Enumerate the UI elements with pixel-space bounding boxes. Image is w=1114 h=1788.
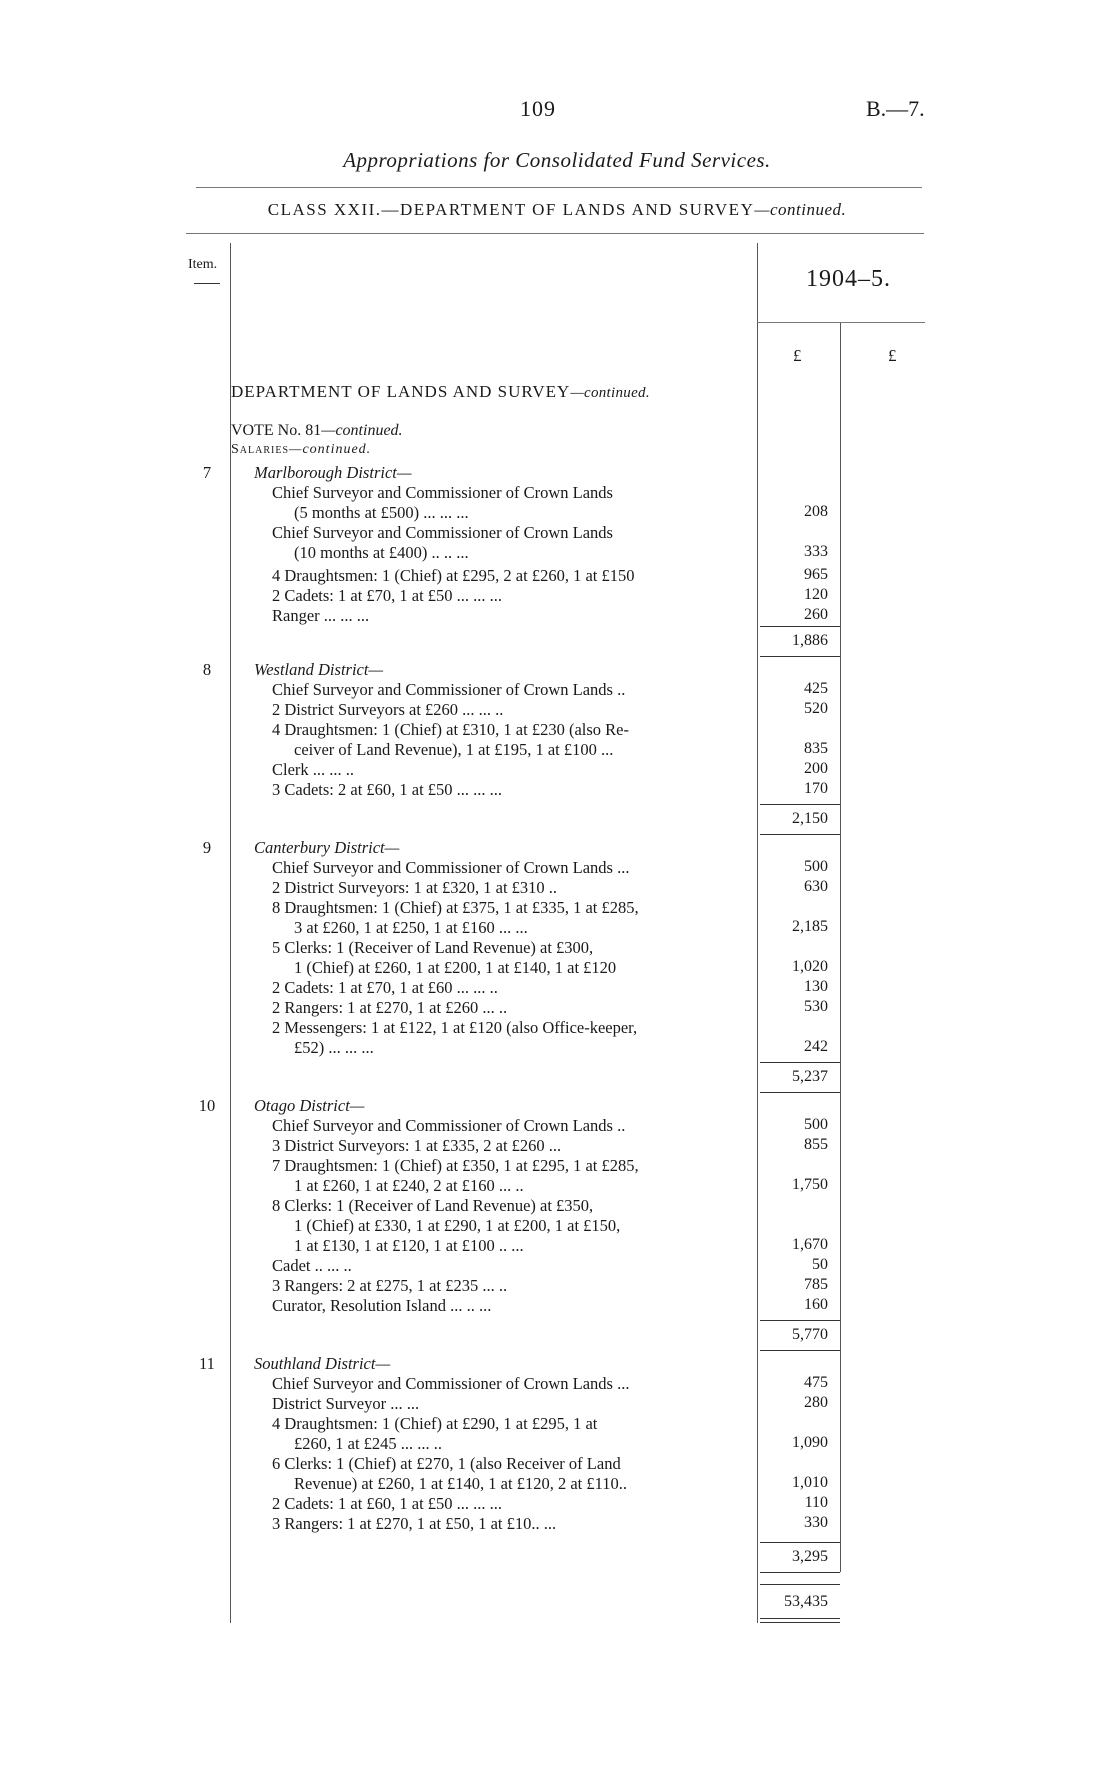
district-name: Westland District—	[254, 660, 384, 679]
salary-line: 3 at £260, 1 at £250, 1 at £160 ... ...	[294, 918, 528, 937]
salary-amount: 1,010	[792, 1474, 828, 1491]
subtotal-rule	[760, 1062, 840, 1063]
subtotal-underline	[760, 1350, 840, 1351]
salary-line: 1 at £130, 1 at £120, 1 at £100 .. ...	[294, 1236, 524, 1255]
salary-line: (10 months at £400) .. .. ...	[294, 543, 469, 562]
salary-line: Chief Surveyor and Commissioner of Crown Lands	[272, 523, 613, 542]
salary-amount: 1,670	[792, 1236, 828, 1253]
salary-line: 3 District Surveyors: 1 at £335, 2 at £260 ...	[272, 1136, 562, 1155]
grand-total: 53,435	[784, 1593, 828, 1610]
salary-amount: 520	[804, 700, 828, 717]
salary-line: 1 at £260, 1 at £240, 2 at £160 ... ..	[294, 1176, 524, 1195]
salary-line: 4 Draughtsmen: 1 (Chief) at £310, 1 at £230 (also Re-	[272, 720, 629, 739]
page-subtitle: Appropriations for Consolidated Fund Services.	[343, 148, 771, 172]
salary-line: Chief Surveyor and Commissioner of Crown Lands ..	[272, 680, 626, 699]
salary-line: Cadet .. ... ..	[272, 1256, 352, 1275]
subtotal-underline	[760, 1092, 840, 1093]
grand-total-double-rule	[760, 1618, 840, 1623]
salary-amount: 260	[804, 606, 828, 623]
salary-line: £52) ... ... ...	[294, 1038, 374, 1057]
salary-amount: 475	[804, 1374, 828, 1391]
salary-line: 2 Rangers: 1 at £270, 1 at £260 ... ..	[272, 998, 508, 1017]
salary-amount: 110	[804, 1494, 828, 1511]
salary-amount: 2,185	[792, 918, 828, 935]
salary-line: Revenue) at £260, 1 at £140, 1 at £120, 2 at £110..	[294, 1474, 627, 1493]
subtotal-rule	[760, 626, 840, 627]
heading-rule	[186, 233, 924, 234]
salary-amount: 333	[804, 543, 828, 560]
salary-amount: 280	[804, 1394, 828, 1411]
salary-line: 5 Clerks: 1 (Receiver of Land Revenue) at £300,	[272, 938, 594, 957]
salary-amount: 530	[804, 998, 828, 1015]
year-underline	[757, 322, 925, 323]
salary-line: 2 Messengers: 1 at £122, 1 at £120 (also Office-keeper,	[272, 1018, 638, 1037]
salary-amount: 855	[804, 1136, 828, 1153]
salary-amount: 50	[812, 1256, 828, 1273]
district-name: Canterbury District—	[254, 838, 400, 857]
salary-line: 3 Rangers: 2 at £275, 1 at £235 ... ..	[272, 1276, 508, 1295]
salary-line: £260, 1 at £245 ... ... ..	[294, 1434, 443, 1453]
salary-line: ceiver of Land Revenue), 1 at £195, 1 at £100 ...	[294, 740, 614, 759]
salary-line: 3 Cadets: 2 at £60, 1 at £50 ... ... ...	[272, 780, 503, 799]
salary-amount: 835	[804, 740, 828, 757]
salary-amount: 170	[804, 780, 828, 797]
salary-amount: 1,750	[792, 1176, 828, 1193]
vote-number: VOTE No. 81	[231, 422, 322, 439]
class-suffix: —continued.	[754, 200, 847, 219]
department-heading	[231, 382, 650, 402]
grand-total-rule	[760, 1584, 840, 1585]
salaries-label: Salaries	[231, 442, 290, 457]
item-column-header: Item.	[188, 257, 218, 272]
salary-amount: 208	[804, 503, 828, 520]
salary-line: Ranger ... ... ...	[272, 606, 370, 625]
subtotal-underline	[760, 1572, 840, 1573]
salary-amount: 425	[804, 680, 828, 697]
salary-amount: 120	[804, 586, 828, 603]
item-number: 7	[202, 463, 212, 482]
item-number: 10	[198, 1096, 216, 1115]
salary-line: Clerk ... ... ..	[272, 760, 355, 779]
item-number: 8	[202, 660, 212, 679]
salary-line: Chief Surveyor and Commissioner of Crown Lands ...	[272, 1374, 630, 1393]
salary-amount: 1,020	[792, 958, 828, 975]
salary-line: 1 (Chief) at £330, 1 at £290, 1 at £200, 1 at £150,	[294, 1216, 621, 1235]
salaries-heading	[231, 442, 371, 458]
salary-amount: 330	[804, 1514, 828, 1531]
district-name: Otago District—	[254, 1096, 365, 1115]
salary-line: 4 Draughtsmen: 1 (Chief) at £290, 1 at £295, 1 at	[272, 1414, 598, 1433]
salary-line: 8 Clerks: 1 (Receiver of Land Revenue) at £350,	[272, 1196, 594, 1215]
subtitle-rule	[196, 187, 922, 188]
salary-amount: 630	[804, 878, 828, 895]
salary-amount: 200	[804, 760, 828, 777]
year-header: 1904–5.	[806, 266, 891, 292]
salary-line: Chief Surveyor and Commissioner of Crown Lands	[272, 483, 613, 502]
salary-line: 8 Draughtsmen: 1 (Chief) at £375, 1 at £335, 1 at £285,	[272, 898, 639, 917]
district-name: Southland District—	[254, 1354, 391, 1373]
salary-amount: 130	[804, 978, 828, 995]
salary-line: 2 District Surveyors at £260 ... ... ..	[272, 700, 504, 719]
salary-line: 7 Draughtsmen: 1 (Chief) at £350, 1 at £295, 1 at £285,	[272, 1156, 639, 1175]
salary-line: Curator, Resolution Island ... .. ...	[272, 1296, 492, 1315]
total-column-divider	[840, 322, 841, 1572]
subtotal-rule	[760, 1542, 840, 1543]
salary-amount: 1,090	[792, 1434, 828, 1451]
subtotal-underline	[760, 834, 840, 835]
pound-header-col2: £	[888, 346, 897, 365]
subtotal-rule	[760, 804, 840, 805]
vote-suffix: —continued.	[321, 422, 403, 439]
class-title: CLASS XXII.—DEPARTMENT OF LANDS AND SURVEY	[267, 200, 755, 219]
item-number: 11	[199, 1354, 215, 1373]
salary-line: Chief Surveyor and Commissioner of Crown Lands ..	[272, 1116, 626, 1135]
salary-line: 6 Clerks: 1 (Chief) at £270, 1 (also Receiver of Land	[272, 1454, 621, 1473]
salary-line: 2 Cadets: 1 at £70, 1 at £60 ... ... ..	[272, 978, 498, 997]
salary-line: 2 Cadets: 1 at £60, 1 at £50 ... ... ...	[272, 1494, 503, 1513]
salary-line: District Surveyor ... ...	[272, 1394, 420, 1413]
class-heading	[0, 200, 1114, 220]
subtotal-underline	[760, 656, 840, 657]
district-subtotal: 1,886	[792, 632, 828, 649]
department-title: DEPARTMENT OF LANDS AND SURVEY	[231, 382, 571, 401]
item-number: 9	[202, 838, 212, 857]
salary-line: (5 months at £500) ... ... ...	[294, 503, 469, 522]
salary-line: 2 Cadets: 1 at £70, 1 at £50 ... ... ...	[272, 586, 503, 605]
district-subtotal: 3,295	[792, 1548, 828, 1565]
subtotal-rule	[760, 1320, 840, 1321]
salary-amount: 500	[804, 1116, 828, 1133]
salary-amount: 785	[804, 1276, 828, 1293]
salary-amount: 965	[804, 566, 828, 583]
salary-amount: 500	[804, 858, 828, 875]
document-reference: B.—7.	[866, 96, 925, 121]
department-suffix: —continued.	[570, 385, 650, 401]
page-number: 109	[520, 96, 556, 121]
amount-column-divider	[757, 243, 758, 1623]
vote-heading	[231, 422, 403, 440]
salary-amount: 160	[804, 1296, 828, 1313]
salary-line: 4 Draughtsmen: 1 (Chief) at £295, 2 at £260, 1 at £150	[272, 566, 635, 585]
salary-line: 3 Rangers: 1 at £270, 1 at £50, 1 at £10.. ...	[272, 1514, 557, 1533]
salary-amount: 242	[804, 1038, 828, 1055]
district-subtotal: 5,237	[792, 1068, 828, 1085]
district-subtotal: 2,150	[792, 810, 828, 827]
salary-line: 1 (Chief) at £260, 1 at £200, 1 at £140, 1 at £120	[294, 958, 617, 977]
district-subtotal: 5,770	[792, 1326, 828, 1343]
district-name: Marlborough District—	[254, 463, 412, 482]
salary-line: Chief Surveyor and Commissioner of Crown Lands ...	[272, 858, 630, 877]
pound-header-col1: £	[793, 346, 802, 365]
salaries-suffix: —continued.	[289, 442, 372, 457]
item-header-underline	[194, 283, 220, 284]
salary-line: 2 District Surveyors: 1 at £320, 1 at £310 ..	[272, 878, 558, 897]
